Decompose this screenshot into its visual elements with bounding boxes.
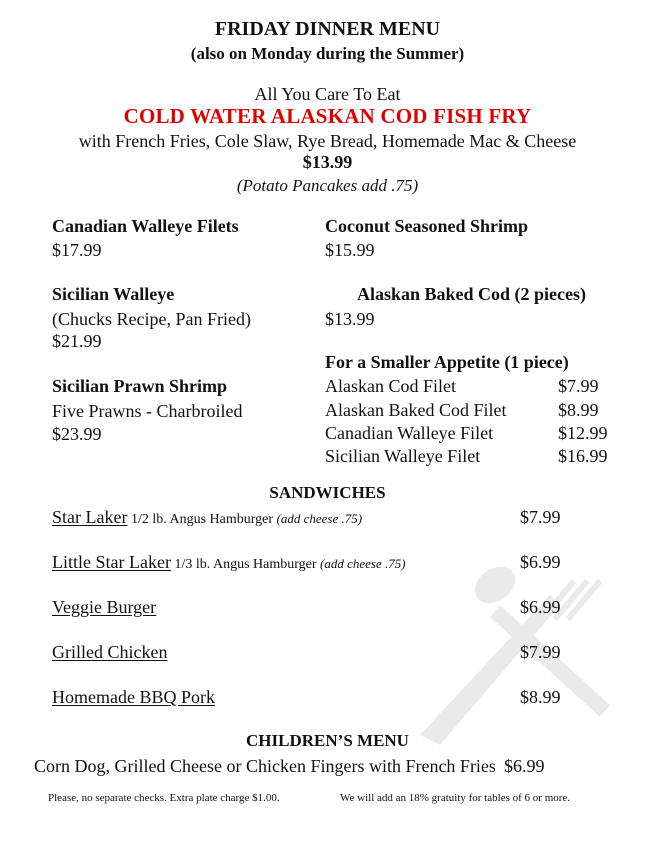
menu-subtitle: (also on Monday during the Summer) [190, 44, 465, 63]
smaller-item-price: $12.99 [558, 423, 608, 443]
childrens-menu-title: CHILDREN’S MENU [246, 731, 409, 750]
item-name: Sicilian Prawn Shrimp [52, 376, 228, 396]
item-name: Canadian Walleye Filets [52, 216, 239, 236]
sandwich-name: Grilled Chicken [52, 642, 168, 662]
sandwich-price: $6.99 [520, 552, 561, 572]
sandwich-price: $8.99 [520, 687, 561, 707]
sandwich-name: Veggie Burger [52, 597, 157, 617]
sandwich-row [52, 507, 362, 528]
sandwich-note: (add cheese .75) [276, 511, 363, 526]
childrens-menu-items: Corn Dog, Grilled Cheese or Chicken Fingers with French Fries [34, 756, 496, 776]
childrens-menu-price: $6.99 [503, 756, 545, 776]
item-price: $15.99 [325, 240, 375, 260]
childrens-menu-line [34, 756, 544, 777]
smaller-item-price: $7.99 [558, 376, 599, 396]
sandwich-note: (add cheese .75) [320, 556, 406, 571]
smaller-item-price: $16.99 [558, 446, 608, 466]
sandwich-row [52, 552, 406, 573]
item-price: $21.99 [52, 331, 102, 351]
smaller-item-name: Sicilian Walleye Filet [325, 446, 481, 466]
smaller-item-price: $8.99 [558, 400, 599, 420]
intro-text: All You Care To Eat [254, 84, 401, 104]
special-title: COLD WATER ALASKAN COD FISH FRY [123, 104, 532, 128]
smaller-appetite-title: For a Smaller Appetite (1 piece) [325, 352, 569, 372]
smaller-item-name: Alaskan Baked Cod Filet [325, 400, 507, 420]
menu-title: FRIDAY DINNER MENU [214, 18, 441, 40]
item-name: Coconut Seasoned Shrimp [325, 216, 529, 236]
item-price: $13.99 [325, 309, 375, 329]
smaller-item-name: Canadian Walleye Filet [325, 423, 494, 443]
sandwich-price: $7.99 [520, 642, 561, 662]
smaller-item-name: Alaskan Cod Filet [325, 376, 456, 396]
footer-note-gratuity: We will add an 18% gratuity for tables of 6 or more. [340, 792, 571, 804]
sandwiches-title: SANDWICHES [269, 483, 386, 502]
item-name: Alaskan Baked Cod (2 pieces) [357, 284, 587, 304]
sandwich-detail: 1/3 lb. Angus Hamburger [170, 557, 321, 572]
special-price: $13.99 [302, 152, 353, 172]
special-sides: with French Fries, Cole Slaw, Rye Bread, Homemade Mac & Cheese [78, 131, 577, 151]
sandwich-name: Little Star Laker [52, 552, 171, 572]
item-price: $17.99 [52, 240, 102, 260]
special-note: (Potato Pancakes add .75) [236, 176, 419, 195]
sandwich-price: $7.99 [520, 507, 561, 527]
item-name: Sicilian Walleye [52, 284, 175, 304]
sandwich-name: Star Laker [52, 507, 128, 527]
sandwich-price: $6.99 [520, 597, 561, 617]
item-description: Five Prawns - Charbroiled [52, 401, 243, 421]
sandwich-name: Homemade BBQ Pork [52, 687, 215, 707]
item-description: (Chucks Recipe, Pan Fried) [52, 309, 251, 329]
sandwich-detail: 1/2 lb. Angus Hamburger [127, 512, 277, 527]
footer-note-checks: Please, no separate checks. Extra plate charge $1.00. [48, 792, 280, 804]
item-price: $23.99 [52, 424, 102, 444]
